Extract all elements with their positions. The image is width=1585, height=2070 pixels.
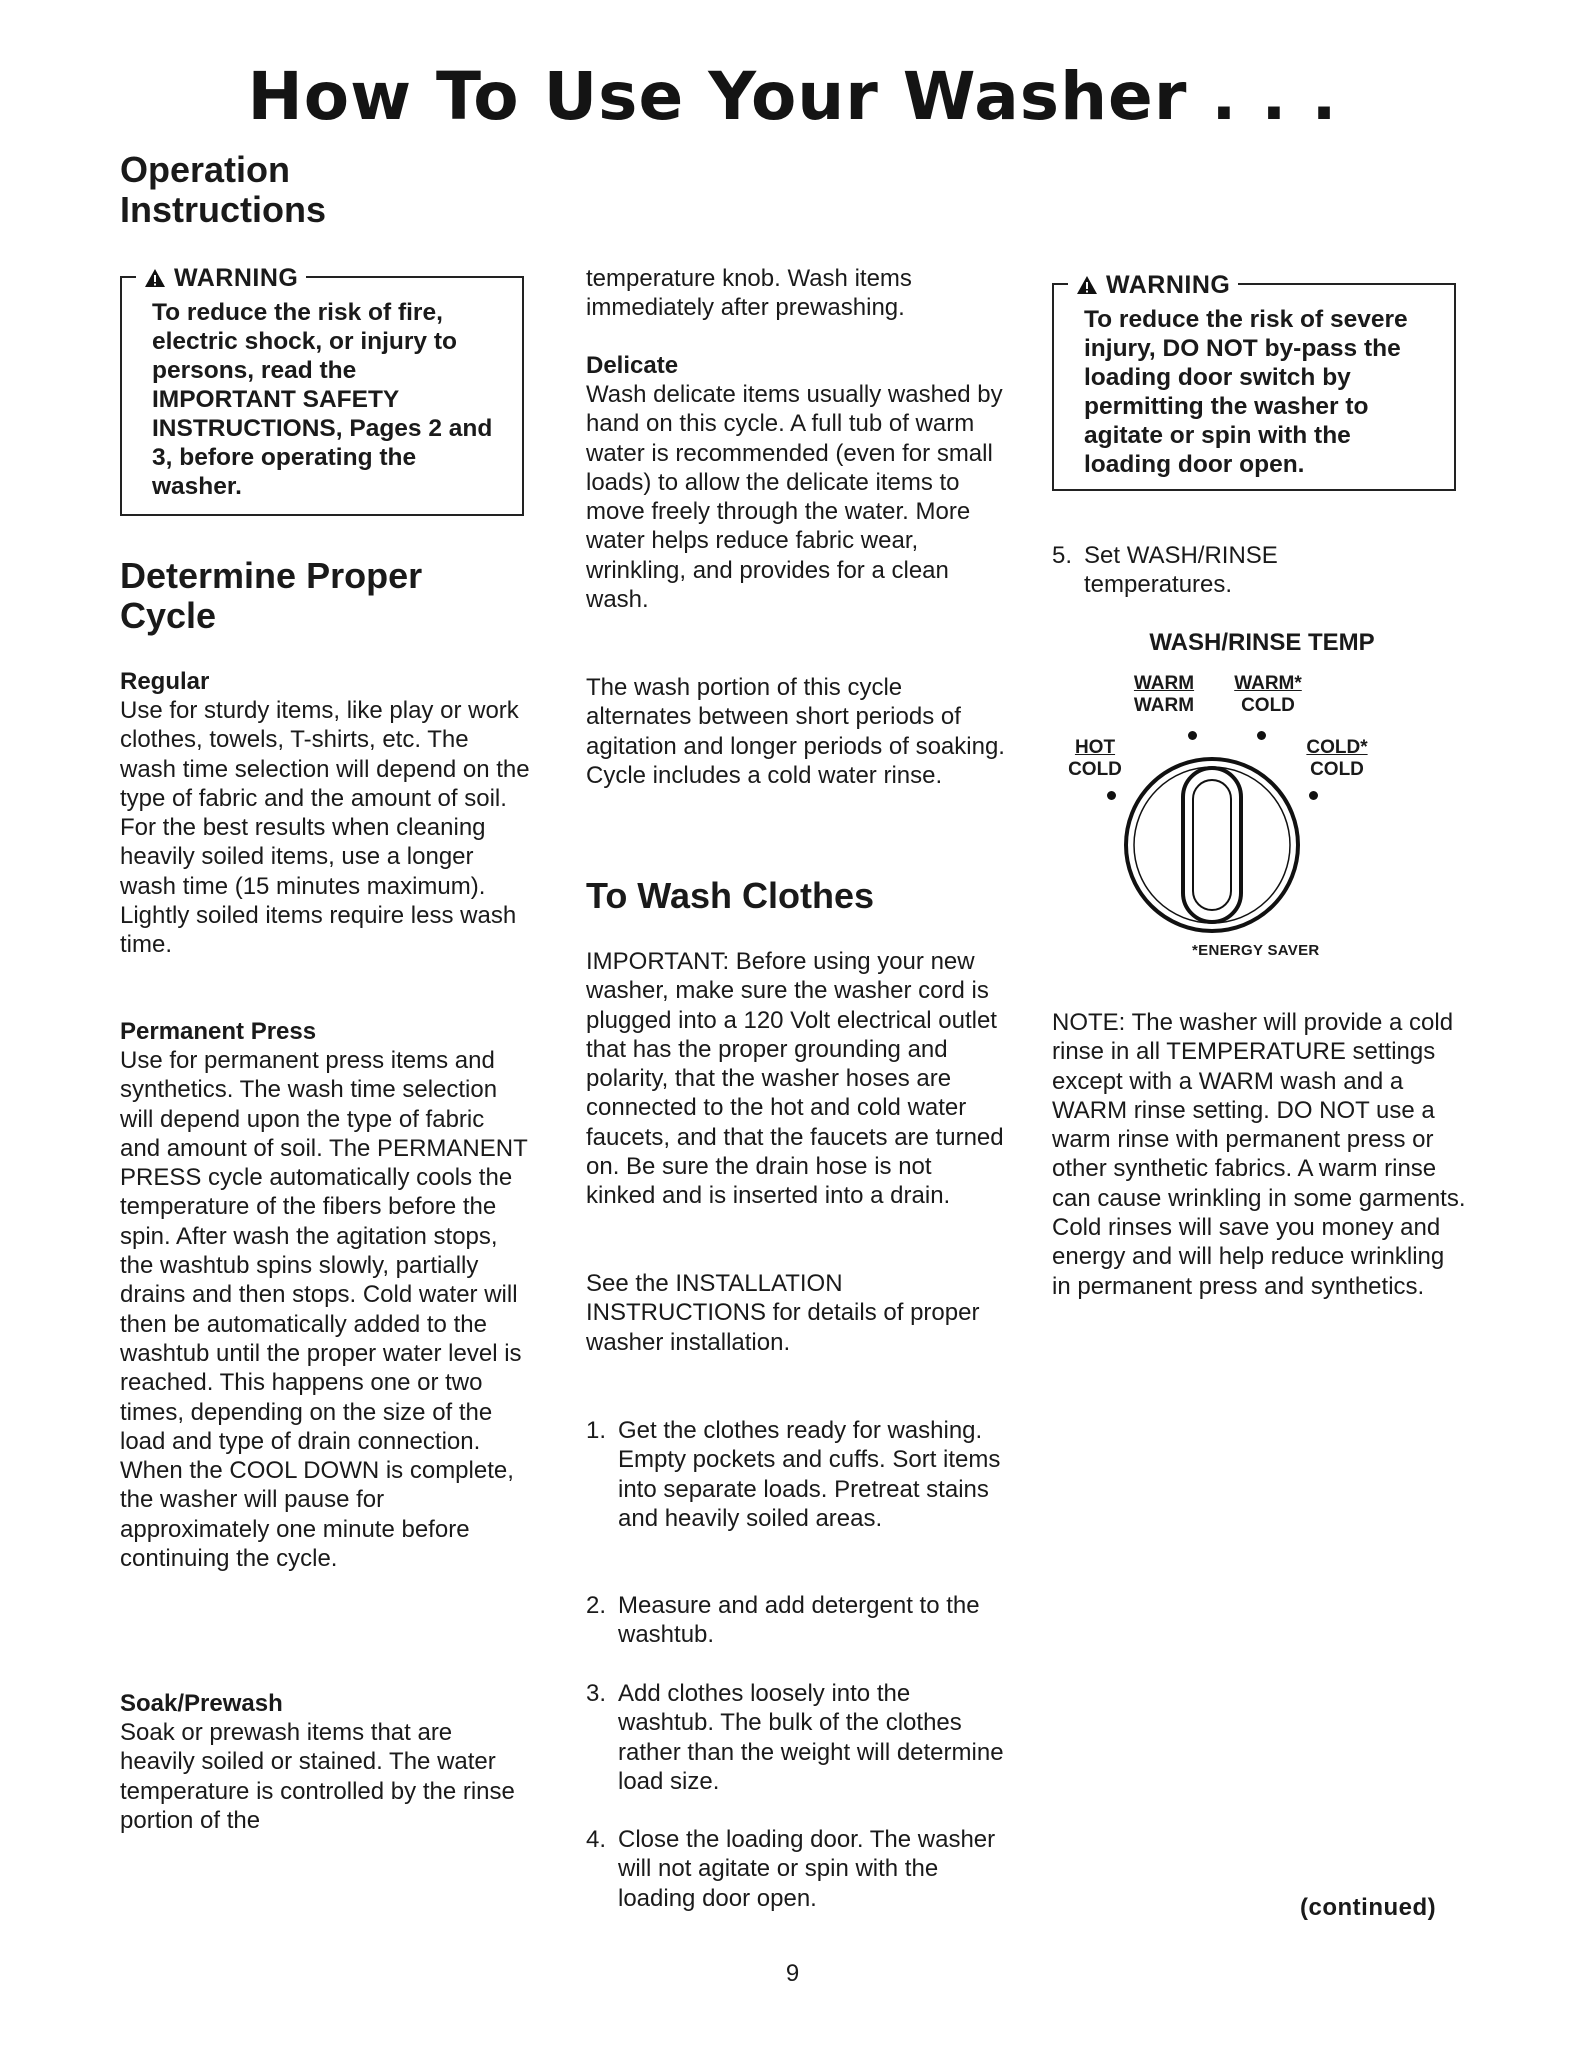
step-item-1: 1. Get the clothes ready for washing. Empty pockets and cuffs. Sort items into separate loads. Pretreat stains and heavily soiled areas. <box>586 1417 1001 1532</box>
permanent-press-section <box>120 1017 530 1573</box>
dial-label-cold-cold: COLD* COLD <box>1306 737 1368 780</box>
dial-dot-warm-cold <box>1257 731 1266 740</box>
wash-clothes-heading: To Wash Clothes <box>586 875 874 916</box>
warning-triangle-icon <box>1076 275 1098 295</box>
dial-label-warm-warm: WARM WARM <box>1133 673 1195 716</box>
continued-label: (continued) <box>1300 1894 1437 1921</box>
step-item-3: 3. Add clothes loosely into the washtub. The bulk of the clothes rather than the weight will determine load size. <box>586 1680 1004 1795</box>
warning-label: WARNING <box>136 264 306 292</box>
soak-prewash-continued-text: temperature knob. Wash items immediately after prewashing. <box>586 265 912 322</box>
dial-title: WASH/RINSE TEMP <box>1149 629 1375 656</box>
dial-dot-cold-cold <box>1309 791 1318 800</box>
soak-prewash-section <box>120 1689 530 1835</box>
installation-see-text: See the INSTALLATION INSTRUCTIONS for details of proper washer installation. <box>586 1270 980 1356</box>
warning-box-safety <box>120 264 524 516</box>
temperature-knob-icon[interactable] <box>1117 750 1307 940</box>
delicate-text: Wash delicate items usually washed by hand on this cycle. A full tub of warm water is recommended (even for small loads) to allow the delicate items to move freely through the water. More water helps reduce fabric wear, wrinkling, and provides for a clean wash. <box>586 381 1003 614</box>
warning-triangle-icon <box>144 268 166 288</box>
soak-prewash-heading: Soak/Prewash <box>120 1690 283 1717</box>
soak-prewash-text: Soak or prewash items that are heavily soiled or stained. The water temperature is controlled by the rinse portion of the <box>120 1719 515 1834</box>
note-text: NOTE: The washer will provide a cold rinse in all TEMPERATURE settings except with a WARM wash and a WARM rinse setting. DO NOT use a warm rinse with permanent press or other synthetic fabrics. A warm rinse can cause wrinkling in some garments. Cold rinses will save you money and energy and will help reduce wrinkling in permanent press and synthetics. <box>1052 1009 1466 1300</box>
step-item-5: 5. Set WASH/RINSE temperatures. <box>1052 542 1278 599</box>
delicate-heading: Delicate <box>586 352 679 379</box>
warning-box-door <box>1052 271 1456 491</box>
dial-label-warm-cold: WARM* COLD <box>1234 673 1302 716</box>
warning-label: WARNING <box>1068 271 1238 299</box>
permanent-press-heading: Permanent Press <box>120 1018 317 1045</box>
page-number: 9 <box>785 1960 800 1987</box>
warning-text-door: To reduce the risk of severe injury, DO NOT by-pass the loading door switch by permitting the washer to agitate or spin with the loading door open. <box>1084 306 1408 478</box>
page-title: How To Use Your Washer . . . <box>247 58 1338 135</box>
operation-instructions-heading: Operation Instructions <box>120 149 327 230</box>
delicate-text-2: The wash portion of this cycle alternates between short periods of agitation and longer periods of soaking. Cycle includes a cold water rinse. <box>586 674 1005 789</box>
determine-cycle-heading: Determine Proper Cycle <box>120 555 423 636</box>
energy-saver-note: *ENERGY SAVER <box>1192 942 1320 959</box>
regular-section <box>120 667 530 960</box>
dial-label-hot-cold: HOT COLD <box>1068 737 1122 780</box>
delicate-section <box>586 351 1006 614</box>
dial-dot-hot-cold <box>1107 791 1116 800</box>
regular-heading: Regular <box>120 668 210 695</box>
step-item-2: 2. Measure and add detergent to the washtub. <box>586 1592 980 1649</box>
step-item-4: 4. Close the loading door. The washer will not agitate or spin with the loading door open. <box>586 1826 996 1912</box>
permanent-press-text: Use for permanent press items and synthetics. The wash time selection will depend upon the type of fabric and amount of soil. The PERMANENT PRESS cycle automatically cools the temperature of the fibers before the spin. After wash the agitation stops, the washtub spins slowly, partially drains and then stops. Cold water will then be automatically added to the washtub until the proper water level is reached. This happens one or two times, depending on the size of the load and type of drain connection. When the COOL DOWN is complete, the washer will pause for approximately one minute before continuing the cycle. <box>120 1047 528 1573</box>
important-text: IMPORTANT: Before using your new washer, make sure the washer cord is plugged into a 120 Volt electrical outlet that has the proper grounding and polarity, that the washer hoses are connected to the hot and cold water faucets, and that the faucets are turned on. Be sure the drain hose is not kinked and is inserted into a drain. <box>586 948 1004 1210</box>
dial-dot-warm-warm <box>1188 731 1197 740</box>
warning-text-safety: To reduce the risk of fire, electric shock, or injury to persons, read the IMPORTANT SAFETY INSTRUCTIONS, Pages 2 and 3, before operating the washer. <box>152 299 493 500</box>
regular-text: Use for sturdy items, like play or work clothes, towels, T-shirts, etc. The wash time selection will depend on the type of fabric and the amount of soil. For the best results when cleaning heavily soiled items, use a longer wash time (15 minutes maximum). Lightly soiled items require less wash time. <box>120 697 530 959</box>
